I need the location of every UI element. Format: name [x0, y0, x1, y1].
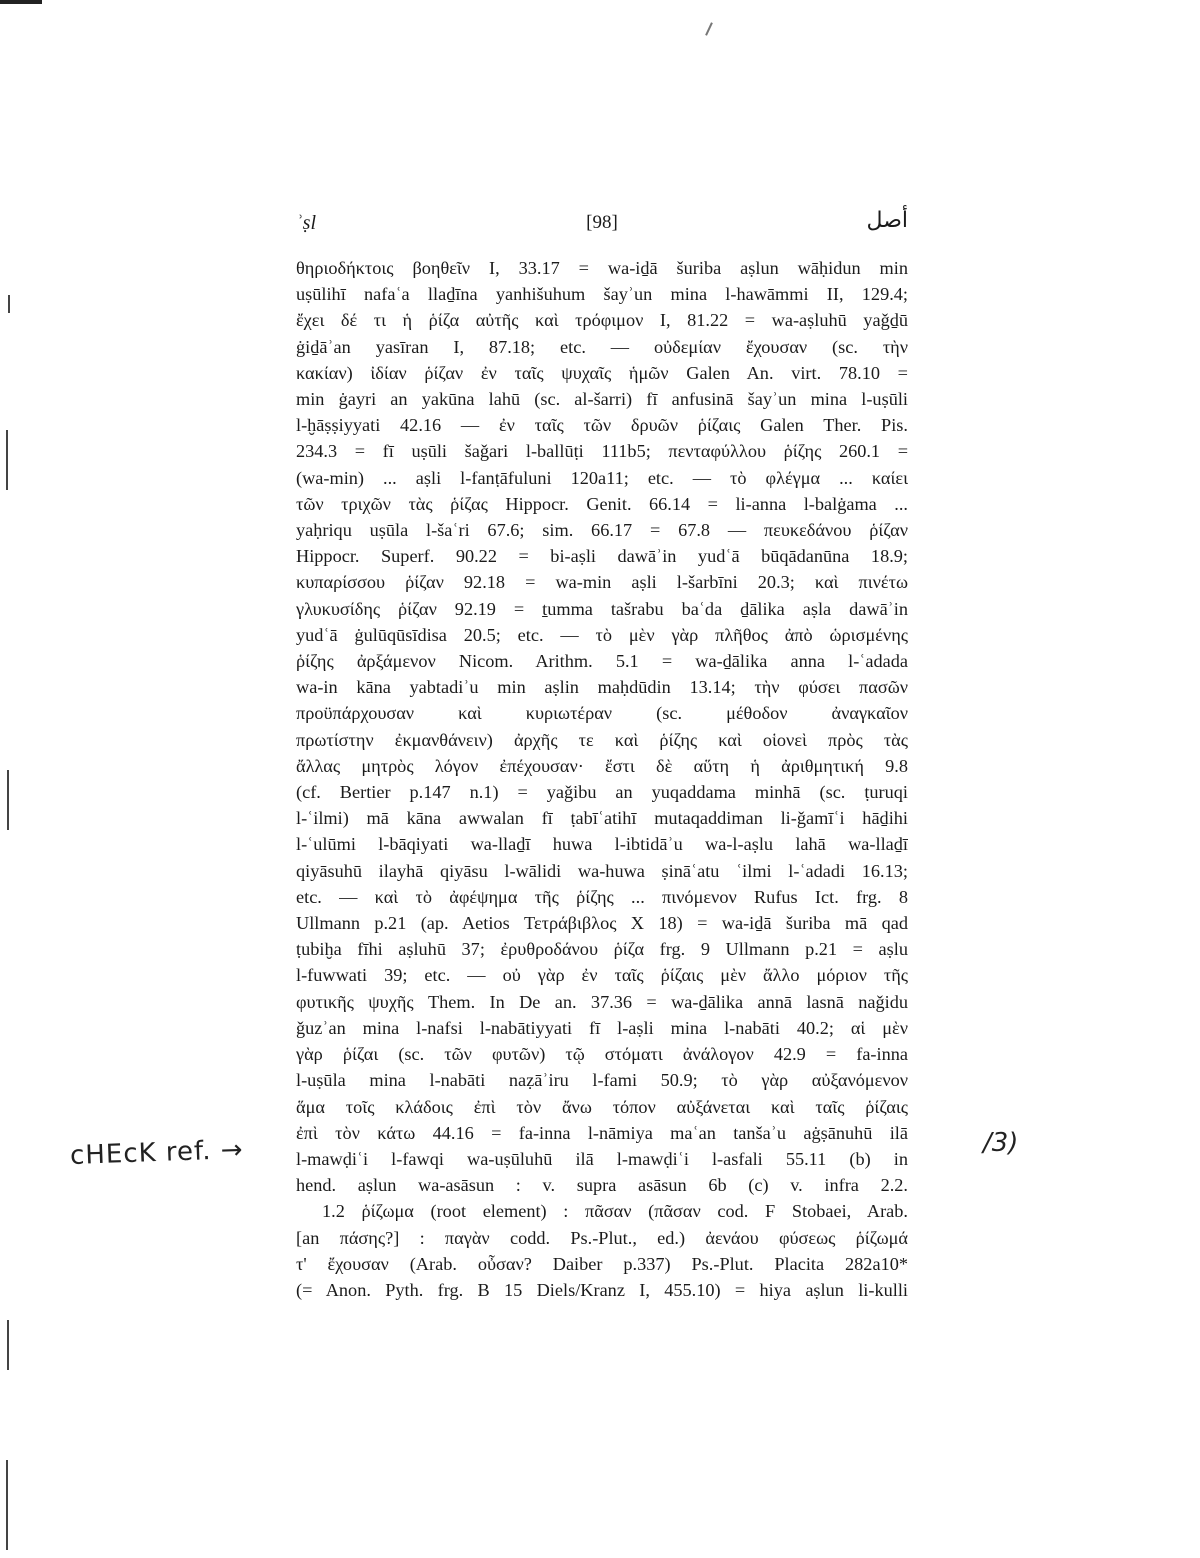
- text-line: min ġayri an yakūna lahū (sc. al-šarri) fī anfusinā šayʾun mina l-uṣūli: [296, 389, 908, 410]
- handwritten-margin-number: /3): [983, 1128, 1019, 1158]
- text-line: ἐπὶ τὸν κάτω 44.16 = fa-inna l-nāmiya maʿan tanšaʾu aġṣānuhū ilā: [296, 1122, 908, 1143]
- text-line: κυπαρίσσου ῥίζαν 92.18 = wa-min aṣli l-šarbīni 20.3; καὶ πινέτω: [296, 572, 908, 593]
- text-line: l-ʿulūmi l-bāqiyati wa-llaḏī huwa l-ibtidāʾu wa-l-aṣlu lahā wa-llaḏī: [296, 834, 908, 855]
- scan-edge-mark: [7, 1320, 9, 1370]
- text-line: ἄλλας μητρὸς λόγον ἐπέχουσαν· ἔστι δὲ αὕτη ἡ ἀριθμητική 9.8: [296, 755, 908, 776]
- header-root-arabic: أصل: [866, 208, 908, 233]
- scan-edge-mark: [6, 1460, 8, 1550]
- header-root-transliteration: ʾṣl: [296, 212, 316, 234]
- text-line: γλυκυσίδης ῥίζαν 92.19 = ṯumma tašrabu baʿda ḏālika aṣla dawāʾin: [296, 598, 908, 619]
- text-line: πρωτίστην ἐκμανθάνειν) ἀρχῆς τε καὶ ῥίζης καὶ οἱονεὶ πρὸς τὰς: [296, 729, 908, 750]
- text-line: wa-in kāna yabtadiʾu min aṣlin maḥdūdin 13.14; τὴν φύσει πασῶν: [296, 677, 908, 698]
- text-line: 234.3 = fī uṣūli šaǧari l-ballūṭi 111b5; πενταφύλλου ῥίζης 260.1 =: [296, 441, 908, 462]
- text-line: yaḥriqu uṣūla l-šaʿri 67.6; sim. 66.17 = 67.8 — πευκεδάνου ῥίζαν: [296, 520, 908, 541]
- scan-edge-mark: [7, 770, 9, 830]
- text-line: κακίαν) ἰδίαν ῥίζαν ἐν ταῖς ψυχαῖς ἡμῶν Galen An. virt. 78.10 =: [296, 362, 908, 383]
- handwritten-check-ref-note: cHEcK ref. →: [69, 1134, 245, 1172]
- text-line: ǧuzʾan mina l-nafsi l-nabātiyyati fī l-aṣli mina l-nabāti 40.2; αἱ μὲν: [296, 1017, 908, 1038]
- text-line: τ' ἔχουσαν (Arab. οὖσαν? Daiber p.337) Ps.-Plut. Placita 282a10*: [296, 1253, 908, 1274]
- pencil-tick-mark: [705, 22, 713, 36]
- text-line: l-mawḍiʿi l-fawqi wa-uṣūluhū ilā l-mawḍiʿi l-asfali 55.11 (b) in: [296, 1148, 908, 1169]
- scan-edge-mark: [6, 430, 8, 490]
- page-number: [98]: [586, 212, 618, 233]
- text-line: Hippocr. Superf. 90.22 = bi-aṣli dawāʾin yudʿā būqādanūna 18.9;: [296, 546, 908, 567]
- text-line: [an πάσης?] : παγὰν codd. Ps.-Plut., ed.) ἀενάου φύσεως ῥίζωμά: [296, 1227, 908, 1248]
- text-line: l-ḫāṣṣiyyati 42.16 — ἐν ταῖς τῶν δρυῶν ῥίζαις Galen Ther. Pis.: [296, 415, 908, 436]
- section-heading-line: 1.2 ῥίζωμα (root element) : πᾶσαν (πᾶσαν cod. F Stobaei, Arab.: [322, 1201, 908, 1222]
- scan-edge-mark: [0, 0, 42, 4]
- text-line: θηριοδήκτοις βοηθεῖν I, 33.17 = wa-iḏā šuriba aṣlun wāḥidun min: [296, 258, 908, 278]
- text-line: uṣūlihī nafaʿa llaḏīna yanhišuhum šayʾun mina l-hawāmmi II, 129.4;: [296, 284, 908, 305]
- text-line: etc. — καὶ τὸ ἀφέψημα τῆς ῥίζης ... πινόμενον Rufus Ict. frg. 8: [296, 886, 908, 907]
- text-line: Ullmann p.21 (ap. Aetios Τετράβιβλος X 18) = wa-iḏā šuriba mā qad: [296, 913, 908, 934]
- dictionary-entry-body: [296, 255, 908, 1303]
- text-line: τῶν τριχῶν τὰς ῥίζας Hippocr. Genit. 66.14 = li-anna l-balġama ...: [296, 493, 908, 514]
- text-line: ἅμα τοῖς κλάδοις ἐπὶ τὸν ἄνω τόπον αὐξάνεται καὶ ταῖς ῥίζαις: [296, 1096, 908, 1117]
- text-line: γὰρ ῥίζαι (sc. τῶν φυτῶν) τῷ στόματι ἀνάλογον 42.9 = fa-inna: [296, 1044, 908, 1065]
- page-header: [296, 208, 908, 238]
- text-line: προϋπάρχουσαν καὶ κυριωτέραν (sc. μέθοδον ἀναγκαῖον: [296, 703, 908, 724]
- text-line: yudʿā ġulūqūsīdisa 20.5; etc. — τὸ μὲν γὰρ πλῆθος ἀπὸ ὡρισμένης: [296, 624, 908, 645]
- text-line: l-fuwwati 39; etc. — οὐ γὰρ ἐν ταῖς ῥίζαις μὲν ἄλλο μόριον τῆς: [296, 965, 908, 986]
- text-line: ῥίζης ἀρξάμενον Nicom. Arithm. 5.1 = wa-ḏālika anna l-ʿadada: [296, 651, 908, 672]
- text-line: (wa-min) ... aṣli l-fanṭāfuluni 120a11; etc. — τὸ φλέγμα ... καίει: [296, 467, 908, 488]
- text-line: (cf. Bertier p.147 n.1) = yaǧibu an yuqaddama minhā (sc. ṭuruqi: [296, 782, 908, 803]
- text-line: ṭubiḫa fīhi aṣluhū 37; ἐρυθροδάνου ῥίζα frg. 9 Ullmann p.21 = aṣlu: [296, 939, 908, 960]
- text-line: (= Anon. Pyth. frg. B 15 Diels/Kranz I, 455.10) = hiya aṣlun li-kulli: [296, 1279, 908, 1300]
- text-line: ἔχει δέ τι ἡ ῥίζα αὐτῆς καὶ τρόφιμον I, 81.22 = wa-aṣluhū yaǧḏū: [296, 310, 908, 331]
- text-line: l-uṣūla mina l-nabāti naẓāʾiru l-fami 50.9; τὸ γὰρ αὐξανόμενον: [296, 1070, 908, 1091]
- scan-edge-mark: [8, 295, 10, 313]
- text-line: hend. aṣlun wa-asāsun : v. supra asāsun 6b (c) v. infra 2.2.: [296, 1175, 908, 1196]
- text-line: ġiḏāʾan yasīran I, 87.18; etc. — οὐδεμίαν ἔχουσαν (sc. τὴν: [296, 336, 908, 357]
- text-line: l-ʿilmi) mā kāna awwalan fī ṭabīʿatihī mutaqaddiman li-ǧamīʿi hāḏihi: [296, 808, 908, 829]
- text-line: qiyāsuhū ilayhā qiyāsu l-wālidi wa-huwa ṣināʿatu ʿilmi l-ʿadadi 16.13;: [296, 860, 908, 881]
- text-line: φυτικῆς ψυχῆς Them. In De an. 37.36 = wa-ḏālika annā lasnā naǧidu: [296, 991, 908, 1012]
